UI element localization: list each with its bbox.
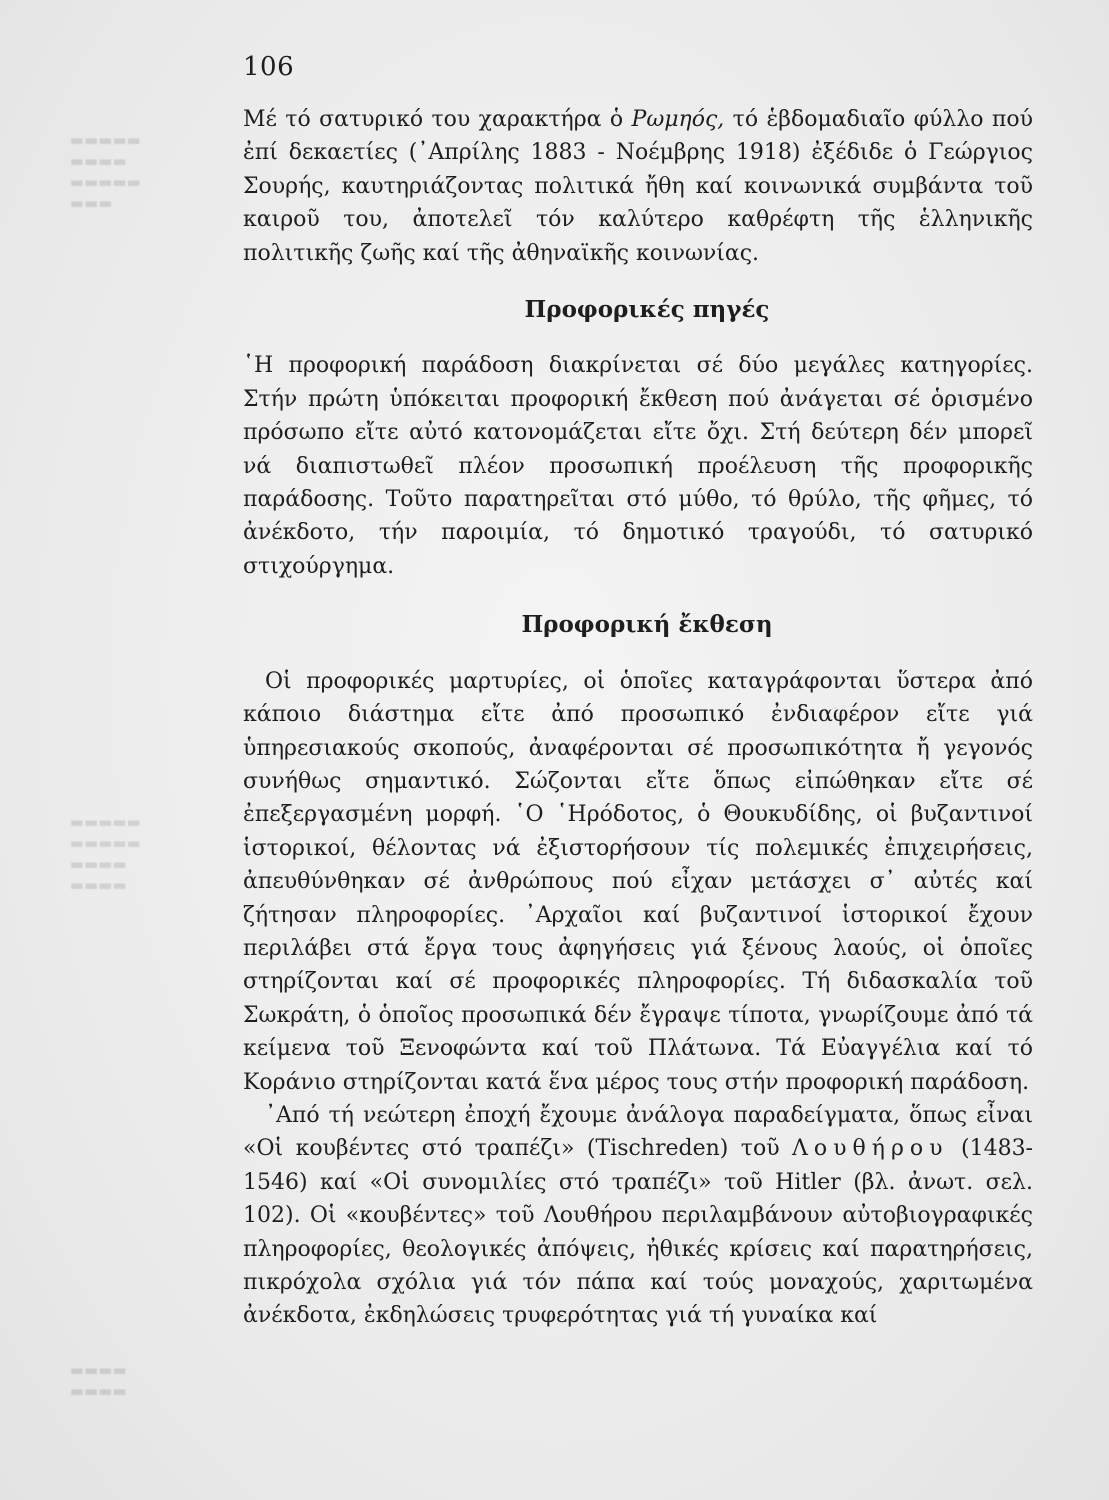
- newspaper-title: Ρωμηός,: [631, 107, 725, 132]
- oral-testimonies-paragraph: Οἱ προφορικές μαρτυρίες, οἱ ὁποῖες καταγράφονται ὕστερα ἀπό κάποιο διάστημα εἴτε ἀπό προσωπικό ἐνδιαφέρον εἴτε γιά ὑπηρεσιακούς σκοπούς, ἀναφέρονται σέ προσωπικότητα ἤ γεγονός συνήθως σημαντικό. Σώζονται εἴτε ὅπως εἰπώθηκαν εἴτε σέ ἐπεξεργασμένη μορφή. ῾Ο ῾Ηρόδοτος, ὁ Θουκυδίδης, οἱ βυζαντινοί ἱστορικοί, θέλοντας νά ἐξιστορήσουν τίς πολεμικές ἐπιχειρήσεις, ἀπευθύνθηκαν σέ ἀνθρώπους πού εἶχαν μετάσχει σ᾿ αὐτές καί ζήτησαν πληροφορίες. ᾿Αρχαῖοι καί βυζαντινοί ἱστορικοί ἔχουν περιλάβει στά ἔργα τους ἀφηγήσεις γιά ξένους λαούς, οἱ ὁποῖες στηρίζονται καί σέ προφορικές πληροφορίες. Τή διδασκαλία τοῦ Σωκράτη, ὁ ὁποῖος προσωπικά δέν ἔγραψε τίποτα, γνωρίζουμε ἀπό τά κείμενα τοῦ Ξενοφώντα καί τοῦ Πλάτωνα. Τά Εὐαγγέλια καί τό Κοράνιο στηρίζονται κατά ἕνα μέρος τους στήν προφορική παράδοση.: [243, 668, 1033, 1095]
- heading-oral-sources: Προφορικές πηγές: [524, 296, 770, 324]
- bleed-margin-note-middle: ▬▬▬▬▬ ▬▬▬▬▬ ▬▬▬▬ ▬▬▬▬: [70, 813, 141, 894]
- page-number: 106: [243, 52, 295, 82]
- intro-text-end: τό ἑβδομαδιαῖο φύλλο πού ἐπί δεκαετίες (᾿Απρίλης 1883 - Νοέμβρης 1918) ἐξέδιδε ὁ Γεώργιος Σουρής, καυτηριάζοντας πολιτικά ἤθη καί κοινωνικά συμβάντα τοῦ καιροῦ του, ἀποτελεῖ τόν καλύτερο καθρέφτη τῆς ἑλληνικῆς πολιτικῆς ζωῆς καί τῆς ἀθηναϊκῆς κοινωνίας.: [243, 107, 1033, 266]
- modern-examples-paragraph: [243, 1099, 1033, 1333]
- bleed-margin-note-bottom: ▬▬▬▬ ▬▬▬▬: [70, 1361, 127, 1400]
- modern-examples-start: ᾿Από τή νεώτερη ἐποχή ἔχουμε ἀνάλογα παραδείγματα, ὅπως εἶναι «Οἱ κουβέντες στό τραπέζι» (Tischreden) τοῦ: [243, 1102, 1033, 1162]
- oral-tradition-paragraph: ῾Η προφορική παράδοση διακρίνεται σέ δύο μεγάλες κατηγορίες. Στήν πρώτη ὑπόκειται προφορική ἔκθεση πού ἀνάγεται σέ ὁρισμένο πρόσωπο εἴτε αὐτό κατονομάζεται εἴτε ὄχι. Στή δεύτερη δέν μπορεῖ νά διαπιστωθεῖ πλέον προσωπική προέλευση τῆς προφορικῆς παράδοσης. Τοῦτο παρατηρεῖται στό μύθο, τό θρύλο, τῆς φῆμες, τό ἀνέκδοτο, τήν παροιμία, τό δημοτικό τραγούδι, τό σατυρικό στιχούργημα.: [243, 353, 1033, 579]
- intro-paragraph: [243, 103, 1033, 270]
- body-text: [243, 103, 1033, 1333]
- luther-name: Λουθήρου: [792, 1136, 949, 1162]
- intro-text-start: Μέ τό σατυρικό του χαρακτήρα ὁ: [243, 107, 632, 132]
- heading-oral-account: Προφορική ἔκθεση: [521, 611, 773, 639]
- modern-examples-end: (1483-1546) καί «Οἱ συνομιλίες στό τραπέζι» τοῦ Hitler (βλ. ἀνωτ. σελ. 102). Οἱ «κουβέντες» τοῦ Λουθήρου περιλαμβάνουν αὐτοβιογραφικές πληροφορίες, θεολογικές ἀπόψεις, ἠθικές κρίσεις καί παρατηρήσεις, πικρόχολα σχόλια γιά τόν πάπα καί τούς μοναχούς, χαριτωμένα ἀνέκδοτα, ἐκδηλώσεις τρυφερότητας γιά τή γυναίκα καί: [243, 1136, 1033, 1329]
- bleed-margin-note-top: ▬▬▬▬▬ ▬▬▬▬ ▬▬▬▬▬ ▬▬▬: [70, 131, 141, 212]
